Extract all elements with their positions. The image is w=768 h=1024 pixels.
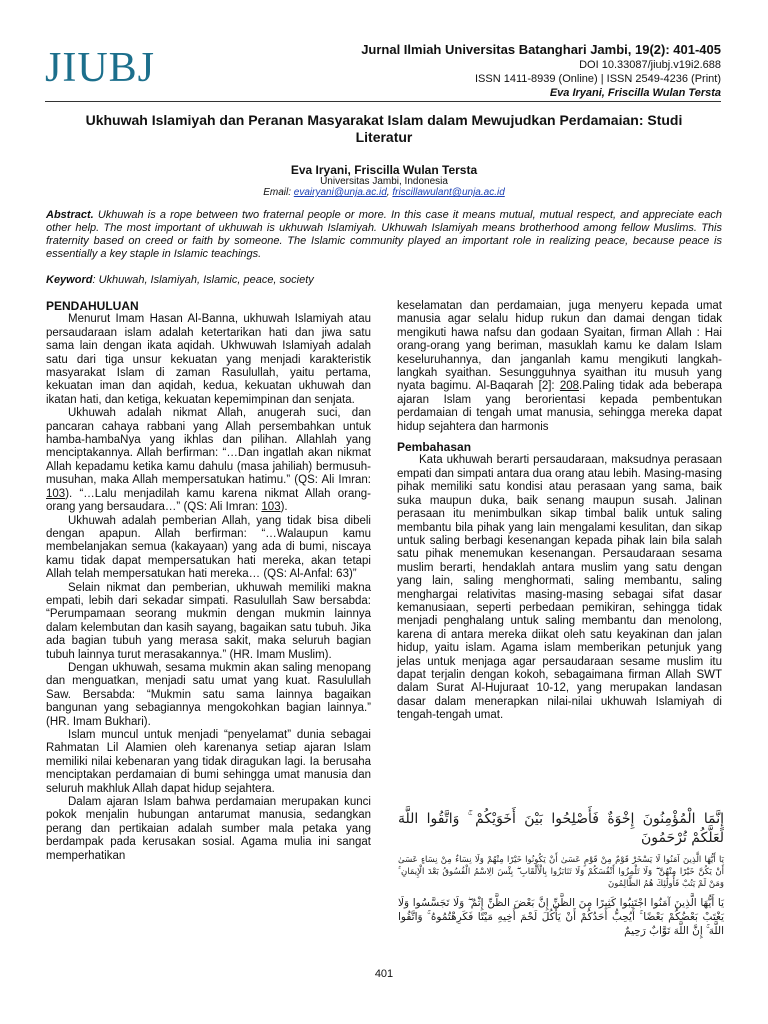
paragraph: Menurut Imam Hasan Al-Banna, ukhuwah Islamiyah atau persaudaraan islam adalah ketertarikan hati dan jiwa satu sama lain dengan ikata aqidah. Ukhwuwah Islamiyah adalah satu dari tiga unsur kekuatan yang menjadi karakteristik masyarakat Islam di zaman Rasulullah, yaitu pertama, kekuatan iman dan aqidah, kedua, kekuatan ukhuwah dan ikatan hati, dan ketiga, kekuatan kepemimpinan dan senjata. xyxy=(46,313,371,406)
keywords xyxy=(46,274,314,286)
doi-text: DOI 10.33087/jiubj.v19i2.688 xyxy=(579,59,721,71)
section-heading-pembahasan: Pembahasan xyxy=(397,440,472,455)
section-heading-pendahuluan: PENDAHULUAN xyxy=(46,299,139,313)
quran-verse-11: يَا أَيُّهَا الَّذِينَ آمَنُوا لَا يَسْخَرْ قَوْمٌ مِنْ قَوْمٍ عَسَىٰ أَنْ يَكُونُوا خَيْرًا مِنْهُمْ وَلَا نِسَاءٌ مِنْ نِسَاءٍ عَسَىٰ أَنْ يَكُنَّ خَيْرًا مِنْهُنَّ ۖ وَلَا تَلْمِزُوا أَنْفُسَكُمْ وَلَا تَنَابَزُوا بِالْأَلْقَابِ ۖ بِئْسَ الِاسْمُ الْفُسُوقُ بَعْدَ الْإِيمَانِ ۚ وَمَنْ لَمْ يَتُبْ فَأُولَٰئِكَ هُمُ الظَّالِمُونَ xyxy=(398,855,724,889)
paragraph: Islam muncul untuk menjadi “penyelamat” dunia sebagai Rahmatan Lil Alamien oleh karenanya setiap ajaran Islam memiliki nilai kebenaran yang tidak diragukan lagi. Ia berusaha menciptakan perdamaian di bumi sehingga umat manusia dan seluruh makhluk Allah dapat hidup sejahtera. xyxy=(46,729,371,795)
paragraph xyxy=(397,300,722,434)
verse-ref-link[interactable]: 208 xyxy=(559,380,580,393)
verse-ref-link[interactable]: 103 xyxy=(261,501,281,514)
journal-name: Jurnal Ilmiah Universitas Batanghari Jambi, 19(2): 401-405 xyxy=(361,42,721,57)
abstract-text: Ukhuwah is a rope between two fraternal people or more. In this case it means mutual, mutual respect, and appreciate each other help. The most important of ukhuwah is ukhuwah Islamiyah. Ukhuwah Islamiyah means brotherhood among fellow Muslims. This fraternity based on creed or faith by someone. The Islamic community played an important role in realizing peace, because peace is essentially a key staple in Islamic teachings. xyxy=(46,209,722,260)
email-link-1[interactable]: evairyani@unja.ac.id xyxy=(293,187,387,198)
quran-verse-10: إِنَّمَا الْمُؤْمِنُونَ إِخْوَةٌ فَأَصْلِحُوا بَيْنَ أَخَوَيْكُمْ ۚ وَاتَّقُوا اللَّهَ لَعَلَّكُمْ تُرْحَمُونَ xyxy=(398,811,724,846)
paragraph xyxy=(46,407,371,514)
email-line xyxy=(0,187,768,198)
text-run: ). xyxy=(280,501,288,514)
article-authors: Eva Iryani, Friscilla Wulan Tersta xyxy=(290,163,478,177)
text-run: keselamatan dan perdamaian, juga menyeru kepada umat manusia agar selalu hidup rukun dan damai dengan tidak mengikuti hawa nafsu dan godaan Syaitan, firman Allah : Hai orang-orang yang beriman, masuklah kamu ke dalam Islam keseluruhannya, dan janganlah kamu mengikuti langkah-langkah syaithan. Sesungguhnya syaithan itu musuh yang nyata bagimu. Al-Baqarah [2]: xyxy=(397,300,722,393)
verse-ref-link[interactable]: 103 xyxy=(46,487,66,500)
email-link-2[interactable]: friscillawulant@unja.ac.id xyxy=(392,187,505,198)
text-run: ). “…Lalu menjadilah kamu karena nikmat Allah orang-orang yang bersaudara…” (QS: Ali Imran: xyxy=(46,487,371,514)
left-column xyxy=(46,300,371,863)
page-number: 401 xyxy=(374,968,394,980)
header-authors: Eva Iryani, Friscilla Wulan Tersta xyxy=(549,87,721,99)
header-divider xyxy=(45,101,721,102)
keyword-label: Keyword xyxy=(46,274,93,286)
article-title: Ukhuwah Islamiyah dan Peranan Masyarakat Islam dalam Mewujudkan Perdamaian: Studi Literatur xyxy=(85,112,683,145)
paragraph: Ukhuwah adalah pemberian Allah, yang tidak bisa dibeli dengan apapun. Allah berfirman: “…Walaupun kamu membelanjakan semua (kakayaan) yang ada di bumi, niscaya kamu tidak dapat mempersatukan hati mereka, akan tetapi Allah telah mempersatukan hati mereka… (QS: Al-Anfal: 63)” xyxy=(46,514,371,581)
keyword-text: : Ukhuwah, Islamiyah, Islamic, peace, society xyxy=(92,274,314,286)
affiliation: Universitas Jambi, Indonesia xyxy=(320,176,448,187)
text-run: Ukhuwah adalah nikmat Allah, anugerah suci, dan pancaran cahaya rabbani yang Allah persembahkan untuk hamba-hambaNya yang ikhlas dan pilihan. Allahlah yang menciptakannya. Allah berfirman: “…Dan ingatlah akan nikmat Allah kepadamu ketika kamu dahulu (masa jahiliah) bermusuh-musuhan, maka Allah mempersatukan hatimu.” (QS: Ali Imran: xyxy=(46,407,371,487)
abstract-label: Abstract. xyxy=(46,209,94,221)
paragraph: Dalam ajaran Islam bahwa perdamaian merupakan kunci pokok menjalin hubungan antarumat manusia, sedangkan perang dan pertikaian adalah sumber mala petaka yang berdampak pada kerusakan sosial. Agama mulia ini sangat memperhatikan xyxy=(46,796,371,862)
text-run: .Paling tidak ada beberapa ajaran Islam yang berorientasi kepada pembentukan perdamaian di tengah umat manusia, sehingga mereka dapat hidup sejahtera dan harmonis xyxy=(397,380,722,433)
journal-header xyxy=(361,42,721,100)
issn-text: ISSN 1411-8939 (Online) | ISSN 2549-4236 (Print) xyxy=(474,73,721,85)
journal-logo: JIUBJ xyxy=(45,45,156,91)
email-label: Email: xyxy=(263,187,292,198)
paragraph: Dengan ukhuwah, sesama mukmin akan saling menopang dan menguatkan, menjadi satu umat yang kuat. Rasulullah Saw. Bersabda: “Mukmin satu sama lainnya bagaikan bangunan yang sebagiannya mengokohkan bagian lainnya.” (HR. Imam Bukhari). xyxy=(46,661,371,728)
quran-verse-12: يَا أَيُّهَا الَّذِينَ آمَنُوا اجْتَنِبُوا كَثِيرًا مِنَ الظَّنِّ إِنَّ بَعْضَ الظَّنِّ إِثْمٌ ۖ وَلَا تَجَسَّسُوا وَلَا يَغْتَبْ بَعْضُكُمْ بَعْضًا ۚ أَيُحِبُّ أَحَدُكُمْ أَنْ يَأْكُلَ لَحْمَ أَخِيهِ مَيْتًا فَكَرِهْتُمُوهُ ۚ وَاتَّقُوا اللَّهَ ۚ إِنَّ اللَّهَ تَوَّابٌ رَحِيمٌ xyxy=(398,897,724,937)
right-column xyxy=(397,300,722,723)
abstract xyxy=(46,209,722,261)
paragraph: Selain nikmat dan pemberian, ukhuwah memiliki makna empati, lebih dari sekadar simpati. Rasulullah Saw bersabda: “Perumpamaan seorang mukmin dengan mukmin lainnya dalam kelembutan dan kasih sayang, bagaikan satu tubuh. Jika ada bagian tubuh yang merasa sakit, maka seluruh bagian tubuh lainnya turut merasakannya.” (HR. Imam Muslim). xyxy=(46,581,371,661)
paragraph: Kata ukhuwah berarti persaudaraan, maksudnya perasaan empati dan simpati antara dua orang atau lebih. Masing-masing pihak memiliki satu kondisi atau perasaan yang sama, baik suka maupun duka, baik senang maupun susah. Jalinan perasaan itu menimbulkan sikap timbal balik untuk saling membantu bila pihak yang lain mengalami kesulitan, dan sikap untuk saling berbagi kesenangan kepada pihak lain bila salah satu pihak menemukan kesenangan. Persaudaraan sesama muslim berarti, hendaklah antara muslim yang satu dengan yang lain, saling menghormati, saling membantu, saling menghargai relativitas masing-masing sebagai sifat dasar kemanusiaan, seperti perbedaan pemikiran, sehingga tidak menjadi penghalang untuk saling membantu dan menolong, karena di antara mereka diikat oleh satu keyakinan dan jalan hidup, yaitu islam. Agama islam memberikan petunjuk yang jelas untuk menjaga agar persaudaraan sesame muslim itu dapat terjalin dengan kokoh, sebagaimana firman Allah SWT dalam Surat Al-Hujuraat 10-12, yang merupakan landasan dasar dalam menerapkan nilai-nilai ukhuwah Islamiyah di tengah-tengah umat. xyxy=(397,454,722,722)
quran-verse-block xyxy=(398,810,724,938)
email-separator: , xyxy=(386,187,390,198)
